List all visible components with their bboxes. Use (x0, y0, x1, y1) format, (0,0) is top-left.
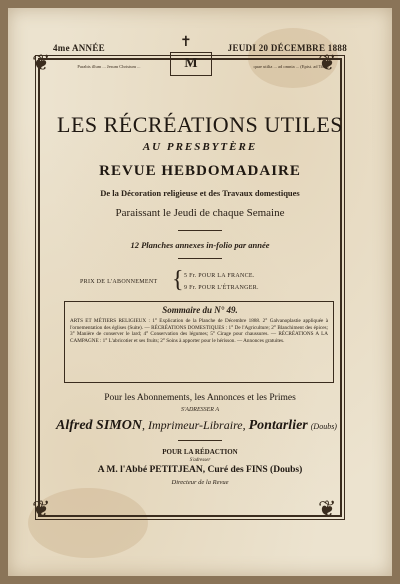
editor-role: , Imprimeur-Libraire, (141, 418, 249, 432)
editor-city: Pontarlier (248, 418, 308, 433)
sommaire-body: ARTS ET MÉTIERS RELIGIEUX : 1° Explication de la Planche de Décembre 1888. 2° Galvanoplastie appliquée à l'ornementation des églises (Suite). — RÉCRÉATIONS DOMESTIQUES : 1° De l'Agriculture; 2° Blanchiment des épices; 3° Manière de conserver le lard; 4° Conservation des légumes; 5° Cirage pour chaussures. — RÉCRÉATIONS A LA CAMPAGNE : 1° L'abricotier et ses fruits; 2° Soins à apporter pour le hérisson. — Annonces gratuites. (70, 318, 328, 344)
editor-dept: (Doubs) (310, 422, 337, 431)
cross-icon: ✝ (180, 35, 192, 50)
parution-line: Paraissant le Jeudi de chaque Semaine (115, 207, 285, 219)
redaction-sub: S'adresser (189, 458, 211, 463)
sommaire-title: Sommaire du N° 49. (162, 305, 238, 315)
corner-ornament-icon: ❦ (318, 496, 337, 521)
decoration-line: De la Décoration religieuse et des Travaux domestiques (100, 188, 300, 198)
revue-heading: REVUE HEBDOMADAIRE (99, 163, 301, 179)
editor-name: Alfred SIMON (56, 418, 142, 433)
magazine-cover (8, 8, 392, 576)
corner-ornament-icon: ❦ (318, 50, 337, 75)
corner-ornament-icon: ❦ (32, 50, 51, 75)
redaction-label: POUR LA RÉDACTION (162, 448, 238, 456)
issue-date: JEUDI 20 DÉCEMBRE 1888 (227, 43, 347, 53)
page-title: LES RÉCRÉATIONS UTILES (57, 112, 343, 137)
redaction-name: A M. l'Abbé PETITJEAN, Curé des FINS (Doubs) (97, 465, 303, 475)
editor-line (56, 418, 356, 434)
price-label: PRIX DE L'ABONNEMENT (80, 279, 158, 285)
monogram: M (170, 52, 212, 76)
abonnements-line: Pour les Abonnements, les Annonces et les Primes (104, 393, 296, 403)
divider (178, 258, 222, 259)
corner-ornament-icon: ❦ (32, 496, 51, 521)
divider (178, 230, 222, 231)
brace-icon: { (172, 267, 184, 293)
divider (178, 440, 222, 441)
year-label: 4me ANNÉE (53, 43, 105, 53)
price-france: 5 Fr. POUR LA FRANCE. (184, 273, 255, 279)
adresse-line: S'ADRESSER A (181, 407, 219, 413)
redaction-address: Directeur de la Revue (171, 479, 229, 486)
subtitle: AU PRESBYTÈRE (142, 141, 258, 153)
epigraph-right: quae utilia ... ad omnia ... (Epist. ad Tim.) (253, 64, 329, 69)
planches-line: 12 Planches annexes in-folio par année (130, 240, 270, 250)
epigraph-left: Parabis illum ... Jesum Christum ... (77, 64, 141, 69)
price-etranger: 9 Fr. POUR L'ÉTRANGER. (184, 285, 259, 291)
